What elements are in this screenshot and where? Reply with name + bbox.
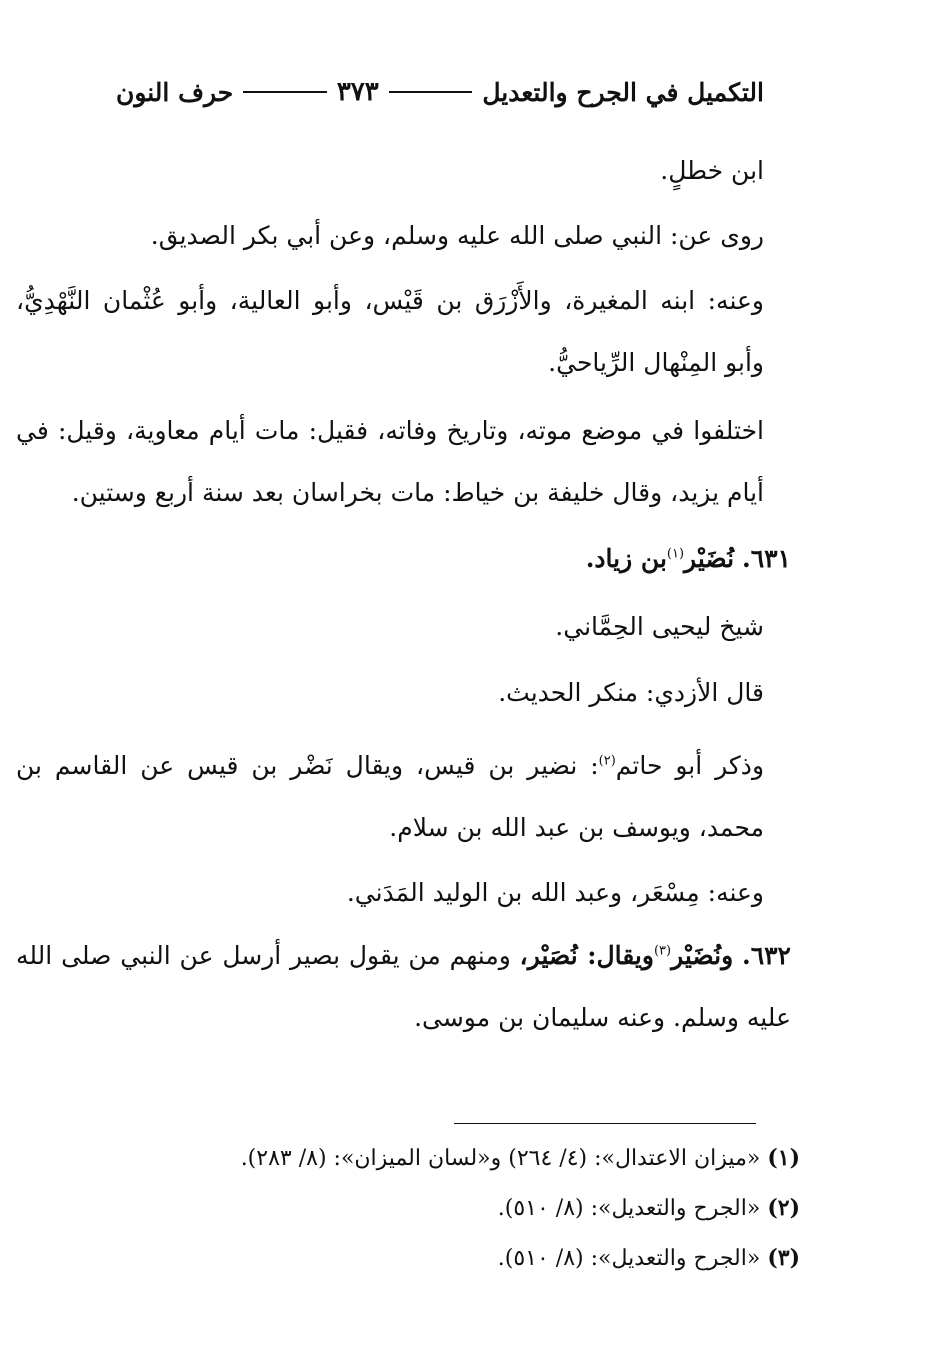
footnote-3 (100, 1232, 800, 1285)
footnote-text: «الجرح والتعديل»: (٨/ ٥١٠). (497, 1246, 761, 1271)
paragraph-6: قال الأزدي: منكر الحديث. (498, 678, 764, 707)
p7-before: وذكر أبو حاتم (615, 751, 765, 780)
footnote-text: «الجرح والتعديل»: (٨/ ٥١٠). (497, 1196, 761, 1221)
entry-name-rest: بن زياد. (585, 544, 667, 573)
page-number: ٣٧٣ (336, 77, 379, 107)
entry-number: ٦٣٢. (741, 941, 791, 970)
footnote-number: (٣) (767, 1245, 800, 1271)
entry-name: نُضَيْر (684, 544, 735, 573)
paragraph-4: اختلفوا في موضع موته، وتاريخ وفاته، فقيل: مات أيام معاوية، وقيل: في أيام يزيد، وقال خليفة بن خياط: مات بخراسان بعد سنة أربع وستين. (16, 416, 764, 507)
footnote-separator (454, 1123, 756, 1124)
entry-632 (16, 925, 791, 1049)
footnote-ref: (٣) (653, 943, 672, 959)
book-title: التكميل في الجرح والتعديل (482, 77, 764, 107)
entry-name: ونُضَيْر (671, 941, 734, 970)
footnote-text: «ميزان الاعتدال»: (٤/ ٢٦٤) و«لسان الميزان»: (٨/ ٢٨٣). (240, 1146, 761, 1171)
section-title: حرف النون (115, 77, 234, 107)
footnote-2 (100, 1182, 800, 1235)
entry-number: ٦٣١. (741, 544, 791, 573)
header-rule (243, 91, 327, 93)
running-header (116, 72, 764, 112)
paragraph-5: شيخ ليحيى الحِمَّاني. (555, 612, 764, 641)
p7-after: : نضير بن قيس، ويقال نَضْر بن قيس عن القاسم بن محمد، ويوسف بن عبد الله بن سلام. (16, 751, 764, 842)
entry-name-rest: ويقال: نُصَيْر، (519, 941, 654, 970)
footnote-number: (١) (767, 1145, 800, 1171)
footnote-ref: (١) (666, 546, 685, 562)
paragraph-7 (16, 735, 764, 859)
paragraph-3: وعنه: ابنه المغيرة، والأَزْرَق بن قَيْس، وأبو العالية، وأبو عُثْمان النَّهْدِيُّ، وأبو المِنْهال الرِّياحيُّ. (16, 286, 764, 377)
header-rule (389, 91, 473, 93)
paragraph-2: روى عن: النبي صلى الله عليه وسلم، وعن أبي بكر الصديق. (150, 221, 764, 250)
footnote-number: (٢) (767, 1195, 800, 1221)
footnote-1 (100, 1132, 800, 1185)
entry-631 (71, 528, 791, 590)
paragraph-8: وعنه: مِسْعَر، وعبد الله بن الوليد المَدَني. (346, 878, 764, 907)
footnote-ref: (٢) (598, 753, 616, 769)
entry-text: ومنهم من يقول بصير أرسل عن النبي صلى الله عليه وسلم. وعنه سليمان بن موسى. (16, 941, 791, 1032)
paragraph-1: ابن خطلٍ. (660, 156, 764, 185)
